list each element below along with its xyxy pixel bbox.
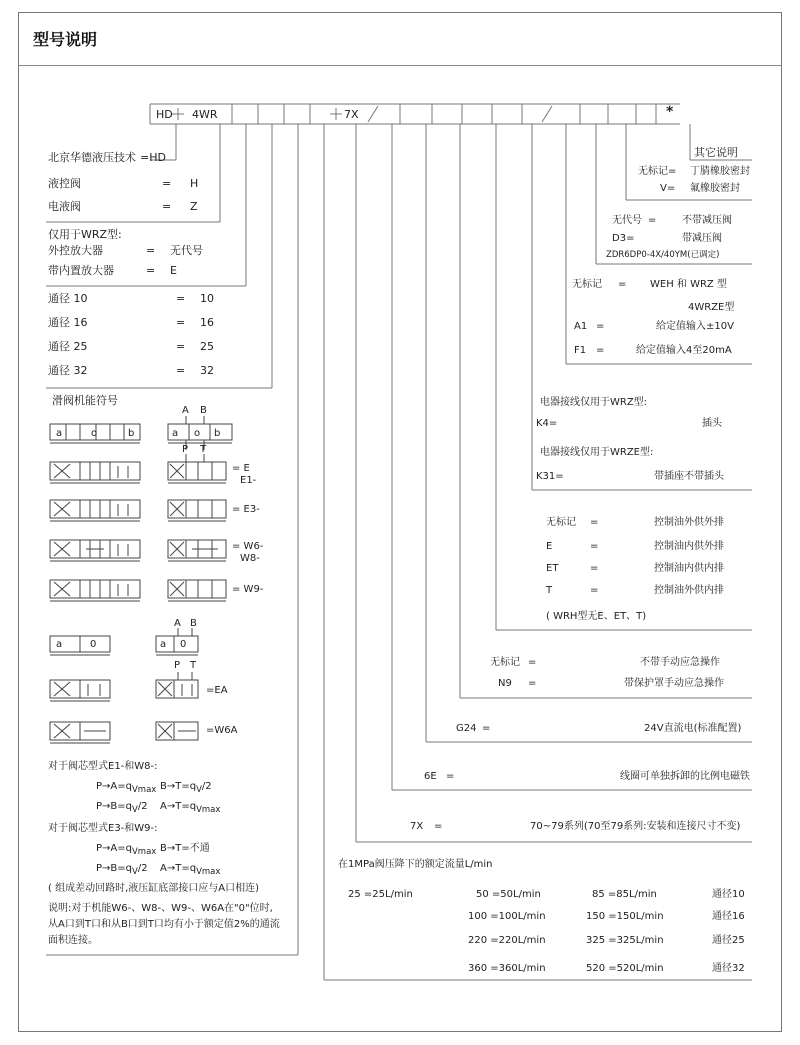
label-ea: =EA — [206, 685, 228, 696]
manual-1-eq: = — [528, 657, 537, 668]
oil-4-label: T — [546, 585, 553, 596]
g24-label: G24 — [456, 723, 477, 734]
hydraulic-eq: = — [162, 177, 172, 190]
sym-a: a — [56, 428, 63, 439]
dn10-val: 10 — [200, 292, 214, 305]
spool-ea-ports-symbol — [156, 672, 198, 698]
type-1-label: 无标记 — [572, 279, 602, 290]
type-1-eq: = — [618, 279, 627, 290]
oil-3-eq: = — [590, 563, 599, 574]
7x-eq: = — [434, 821, 443, 832]
label-e3: = E3- — [232, 504, 260, 515]
flow-title: 在1MPa阀压降下的额定流量L/min — [338, 859, 493, 870]
oil-3-label: ET — [546, 563, 559, 574]
formula-at-2 — [160, 862, 220, 879]
formula-title-1: 对于阀芯型式E1-和W8-: — [48, 761, 158, 772]
oil-note: ( WRH型无E、ET、T) — [546, 611, 647, 622]
conn-2-label: K4= — [536, 418, 558, 429]
code-7x: 7X — [344, 108, 359, 121]
manual-2-label: N9 — [498, 678, 512, 689]
manual-1-label: 无标记 — [490, 657, 520, 668]
formula-at-1-sub: Vmax — [196, 805, 221, 815]
type-4-val: 给定值输入4至20mA — [636, 345, 732, 356]
dn32-eq: = — [176, 364, 186, 377]
flow-row-2-b: 100 =100L/min — [468, 911, 546, 922]
flow-row-3-b: 220 =220L/min — [468, 935, 546, 946]
pr-1-label: 无代号 — [612, 215, 642, 226]
port-P2: P — [174, 660, 181, 671]
oil-2-eq: = — [590, 541, 599, 552]
spool-w9-ports-symbol — [168, 580, 226, 601]
port-B2: B — [190, 618, 197, 629]
brand-label: 北京华德液压技术 — [48, 151, 136, 164]
formula-pa-1-text: P→A=q — [96, 781, 132, 792]
oil-1-val: 控制油外供外排 — [654, 517, 724, 528]
spool-w6a-symbol — [50, 722, 110, 743]
conn-1: 电器接线仅用于WRZ型: — [540, 397, 648, 408]
port-T: T — [200, 444, 207, 455]
formula-at-2-sub: Vmax — [196, 867, 221, 877]
dn25-label: 通径 25 — [48, 340, 88, 353]
spool-title: 滑阀机能符号 — [52, 394, 118, 407]
7x-val: 70~79系列(70至79系列:安装和连接尺寸不变) — [530, 821, 741, 832]
manual-2-eq: = — [528, 678, 537, 689]
type-3-val: 给定值输入±10V — [656, 321, 734, 332]
formula-at-1-text: A→T=q — [160, 801, 197, 812]
dn16-label: 通径 16 — [48, 316, 88, 329]
formula-bt-1-text: B→T=q — [160, 781, 197, 792]
type-4-eq: = — [596, 345, 605, 356]
sym-a2: a — [172, 428, 179, 439]
formula-at-1 — [160, 800, 220, 817]
formula-bt-1 — [160, 780, 212, 797]
type-3-eq: = — [596, 321, 605, 332]
dn32-val: 32 — [200, 364, 214, 377]
hydraulic-val: H — [190, 177, 199, 190]
6e-eq: = — [446, 771, 455, 782]
electro-eq: = — [162, 200, 172, 213]
formula-pa-2-sub: Vmax — [131, 847, 157, 857]
oil-4-val: 控制油外供内排 — [654, 585, 724, 596]
flow-row-2-c: 150 =150L/min — [586, 911, 664, 922]
pr-2-label: D3= — [612, 233, 635, 244]
formula-pa-2 — [96, 842, 156, 859]
spool-ea-symbol — [50, 680, 110, 701]
flow-row-1-c: 85 =85L/min — [592, 889, 657, 900]
label-e1: E1- — [240, 475, 257, 486]
formula-pa-1-sub: Vmax — [131, 785, 157, 795]
dn16-eq: = — [176, 316, 186, 329]
sym-b2: b — [214, 428, 221, 439]
6e-label: 6E — [424, 771, 437, 782]
flow-row-1-b: 50 =50L/min — [476, 889, 541, 900]
conn-4-label: K31= — [536, 471, 564, 482]
label-w6a: =W6A — [206, 725, 238, 736]
flow-row-3-d: 通径25 — [712, 935, 745, 946]
spool-w9-symbol — [50, 580, 140, 601]
code-hd: HD — [156, 108, 173, 121]
explain-2: 从A口到T口和从B口到T口均有小于额定值2%的通流 — [48, 919, 280, 930]
label-e: = E — [232, 463, 250, 474]
sym-b: b — [128, 428, 135, 439]
flow-row-4-c: 520 =520L/min — [586, 963, 664, 974]
6e-val: 线圈可单独拆卸的比例电磁铁 — [620, 771, 750, 782]
manual-2-val: 带保护罩手动应急操作 — [624, 678, 724, 689]
seal-2-val: 氟橡胶密封 — [690, 183, 740, 194]
sym-zero: 0 — [90, 639, 97, 650]
type-2: 4WRZE型 — [688, 302, 735, 313]
flow-row-2-d: 通径16 — [712, 911, 745, 922]
amp-int-label: 带内置放大器 — [48, 264, 114, 277]
label-w9: = W9- — [232, 584, 264, 595]
dn16-val: 16 — [200, 316, 214, 329]
code-star: * — [666, 104, 674, 120]
formula-pb-2-sub: V — [132, 867, 138, 877]
electro-label: 电液阀 — [48, 200, 81, 213]
dn32-label: 通径 32 — [48, 364, 88, 377]
sym-zero2: 0 — [180, 639, 187, 650]
type-3-label: A1 — [574, 321, 588, 332]
sym-a4: a — [160, 639, 167, 650]
dn25-val: 25 — [200, 340, 214, 353]
formula-title-2: 对于阀芯型式E3-和W9-: — [48, 823, 158, 834]
brand-val: =HD — [140, 151, 166, 164]
diff-note: ( 组成差动回路时,液压缸底部接口应与A口相连) — [48, 883, 260, 894]
formula-pb-1-end: /2 — [137, 801, 148, 812]
electro-val: Z — [190, 200, 198, 213]
pr-2-val: 带减压阀 — [682, 233, 722, 244]
7x-label: 7X — [410, 821, 424, 832]
code-4wr: 4WR — [192, 108, 218, 121]
spool-w6-ports-symbol — [168, 540, 226, 561]
amp-int-eq: = — [146, 264, 156, 277]
port-T2: T — [190, 660, 197, 671]
formula-pb-1 — [96, 800, 148, 817]
conn-3: 电器接线仅用于WRZE型: — [540, 447, 654, 458]
oil-3-val: 控制油内供内排 — [654, 563, 724, 574]
spool-w6-symbol — [50, 540, 140, 561]
explain-3: 面积连接。 — [48, 935, 98, 946]
oil-1-label: 无标记 — [546, 517, 576, 528]
sym-o: o — [91, 428, 98, 439]
dn25-eq: = — [176, 340, 186, 353]
formula-pb-1-sub: V — [132, 805, 138, 815]
amp-ext-val: 无代号 — [170, 244, 203, 257]
port-A: A — [182, 405, 189, 416]
seal-1-label: 无标记= — [638, 166, 677, 177]
manual-1-val: 不带手动应急操作 — [640, 657, 720, 668]
formula-bt-1-sub: V — [196, 785, 202, 795]
oil-2-label: E — [546, 541, 553, 552]
label-w6: = W6- — [232, 541, 264, 552]
type-4-label: F1 — [574, 345, 587, 356]
hydraulic-label: 液控阀 — [48, 177, 81, 190]
formula-bt-2: B→T=不通 — [160, 843, 210, 854]
oil-4-eq: = — [590, 585, 599, 596]
g24-eq: = — [482, 723, 491, 734]
flow-row-4-d: 通径32 — [712, 963, 745, 974]
pr-1-val: 不带减压阀 — [682, 215, 732, 226]
pr-1-eq: = — [648, 215, 657, 226]
flow-row-4-b: 360 =360L/min — [468, 963, 546, 974]
formula-at-2-text: A→T=q — [160, 863, 197, 874]
spool-e3-symbol — [50, 500, 140, 521]
seal-2-label: V= — [660, 183, 676, 194]
wrz-note: 仅用于WRZ型: — [48, 228, 122, 241]
spool-e-ports-symbol — [168, 454, 226, 483]
page-title: 型号说明 — [33, 30, 98, 49]
flow-row-1-a: 25 =25L/min — [348, 889, 413, 900]
amp-int-val: E — [170, 264, 177, 277]
dn10-label: 通径 10 — [48, 292, 88, 305]
formula-pa-2-text: P→A=q — [96, 843, 132, 854]
formula-pb-2-end: /2 — [137, 863, 148, 874]
g24-val: 24V直流电(标准配置) — [644, 723, 742, 734]
spool-e-symbol — [50, 462, 140, 483]
formula-pb-2 — [96, 862, 148, 879]
pr-3: ZDR6DP0-4X/40YM(已调定) — [606, 250, 720, 260]
oil-1-eq: = — [590, 517, 599, 528]
formula-pb-2-text: P→B=q — [96, 863, 132, 874]
label-w8: W8- — [240, 553, 260, 564]
sym-o2: o — [194, 428, 201, 439]
explain-1: 说明:对于机能W6-、W8-、W9-、W6A在"0"位时, — [48, 903, 273, 914]
dn10-eq: = — [176, 292, 186, 305]
port-P: P — [182, 444, 189, 455]
sym-a3: a — [56, 639, 63, 650]
formula-bt-1-end: /2 — [201, 781, 212, 792]
flow-row-1-d: 通径10 — [712, 889, 745, 900]
flow-row-3-c: 325 =325L/min — [586, 935, 664, 946]
spool-e3-ports-symbol — [168, 500, 226, 521]
amp-ext-eq: = — [146, 244, 156, 257]
other-title: 其它说明 — [694, 146, 738, 159]
formula-pa-1 — [96, 780, 156, 797]
amp-ext-label: 外控放大器 — [48, 244, 103, 257]
conn-4-val: 带插座不带插头 — [654, 471, 724, 482]
formula-pb-1-text: P→B=q — [96, 801, 132, 812]
type-1-val: WEH 和 WRZ 型 — [650, 279, 727, 290]
oil-2-val: 控制油内供外排 — [654, 541, 724, 552]
port-A2: A — [174, 618, 181, 629]
port-B: B — [200, 405, 207, 416]
seal-1-val: 丁腈橡胶密封 — [690, 166, 750, 177]
conn-2-val: 插头 — [702, 418, 722, 429]
